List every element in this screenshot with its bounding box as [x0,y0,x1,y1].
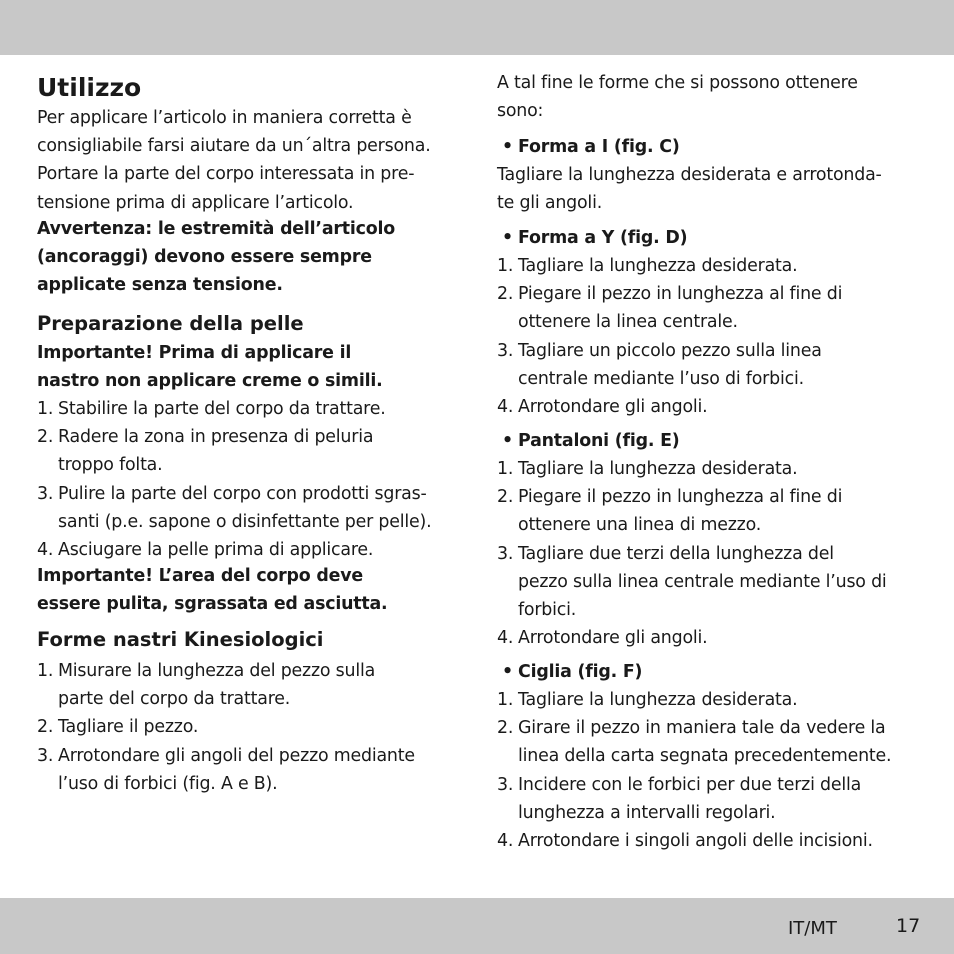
page-number: 17 [896,915,921,937]
list-item: 4. Asciugare la pelle prima di applicare. [37,540,374,561]
list-item: 3. Tagliare due terzi della lunghezza del pezzo sulla linea centrale mediante l’uso di forbici. [497,543,887,621]
list-item: 2. Radere la zona in presenza di peluria troppo folta. [37,427,374,476]
list-item: 1. Tagliare la lunghezza desiderata. [497,459,798,479]
list-item: 1. Tagliare la lunghezza desiderata. [497,256,798,276]
important-note-1: Importante! Prima di applicare il nastro non applicare creme o simili. [37,343,383,392]
list-item: 2. Tagliare il pezzo. [37,717,199,738]
bullet-icon: • [502,228,513,248]
list-item: 2. Girare il pezzo in maniera tale da vedere la linea della carta segnata precedentemente. [497,718,892,767]
shapes-steps-list [37,657,465,798]
bullet-forma-y: • Forma a Y (fig. D) [497,224,687,252]
forma-i-text: Tagliare la lunghezza desiderata e arrotonda- te gli angoli. [497,165,882,214]
list-item: 3. Incidere con le forbici per due terzi della lunghezza a intervalli regolari. [497,774,862,823]
forma-y-steps [497,252,922,421]
list-item: 3. Pulire la parte del corpo con prodotti sgras- santi (p.e. sapone o disinfettante per pelle). [37,483,432,532]
ciglia-steps [497,686,922,855]
heading-preparazione: Preparazione della pelle [37,312,304,335]
section-title-utilizzo: Utilizzo [37,73,142,102]
bullet-icon: • [502,137,513,157]
intro-paragraph: Per applicare l’articolo in maniera corretta è consigliabile farsi aiutare da un´altra persona. Portare la parte del corpo interessata in pre- tensione prima di applicare l’articolo. [37,108,431,213]
top-band [0,0,954,55]
list-item: 4. Arrotondare i singoli angoli delle incisioni. [497,831,873,852]
list-item: 3. Tagliare un piccolo pezzo sulla linea centrale mediante l’uso di forbici. [497,340,822,389]
right-intro: A tal fine le forme che si possono ottenere sono: [497,73,858,122]
list-item: 3. Arrotondare gli angoli del pezzo mediante l’uso di forbici (fig. A e B). [37,745,415,794]
list-item: 1. Stabilire la parte del corpo da trattare. [37,399,386,419]
bullet-ciglia: • Ciglia (fig. F) [497,658,642,686]
list-item: 4. Arrotondare gli angoli. [497,397,708,418]
warning-paragraph: Avvertenza: le estremità dell’articolo (ancoraggi) devono essere sempre applicate senza tensione. [37,219,395,296]
bullet-icon: • [502,662,513,682]
pantaloni-steps [497,455,922,652]
list-item: 1. Misurare la lunghezza del pezzo sulla parte del corpo da trattare. [37,661,376,710]
important-note-2: Importante! L’area del corpo deve essere pulita, sgrassata ed asciutta. [37,566,388,615]
bullet-pantaloni: • Pantaloni (fig. E) [497,427,680,455]
skin-steps-list [37,395,465,564]
list-item: 2. Piegare il pezzo in lunghezza al fine di ottenere una linea di mezzo. [497,487,843,536]
list-item: 4. Arrotondare gli angoli. [497,628,708,649]
footer-language: IT/MT [788,918,837,939]
list-item: 1. Tagliare la lunghezza desiderata. [497,690,798,710]
bullet-forma-i: • Forma a I (fig. C) [497,133,680,161]
list-item: 2. Piegare il pezzo in lunghezza al fine di ottenere la linea centrale. [497,284,843,333]
heading-forme-nastri: Forme nastri Kinesiologici [37,628,324,651]
bullet-icon: • [502,431,513,451]
